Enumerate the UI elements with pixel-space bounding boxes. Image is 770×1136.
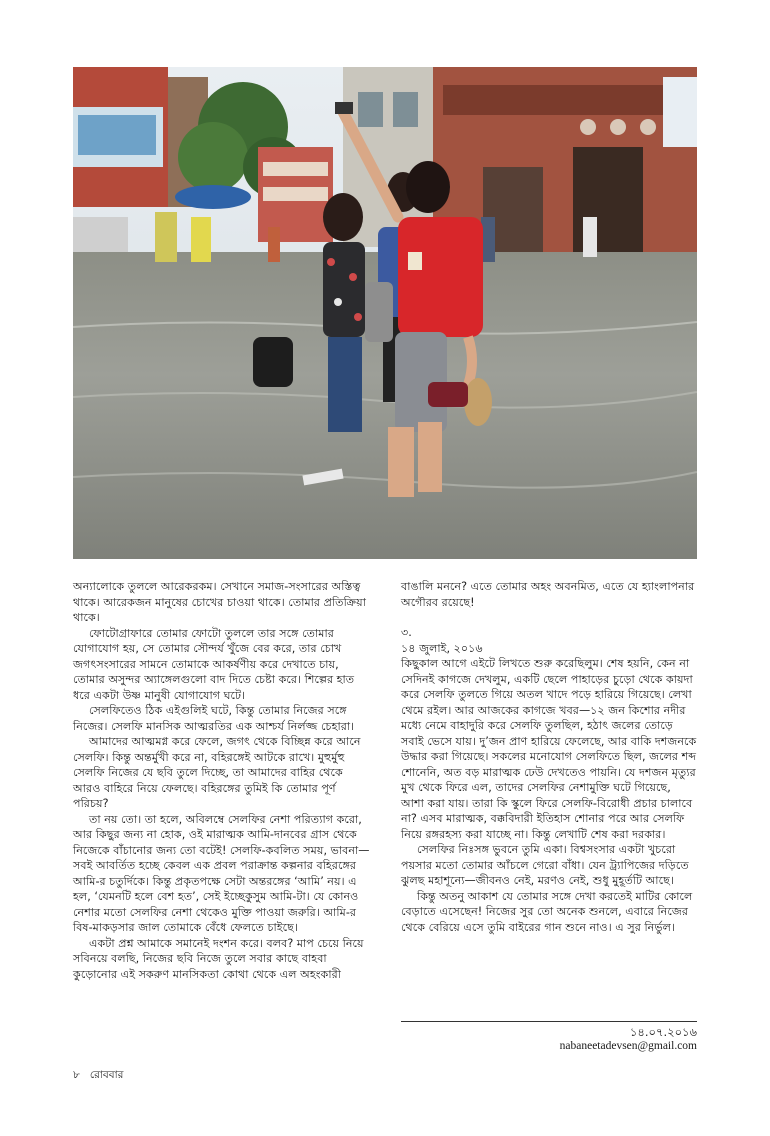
section-date: ১৪ জুলাই, ২০১৬ bbox=[401, 641, 483, 655]
article-right-column bbox=[401, 579, 697, 935]
article-left-column bbox=[73, 579, 373, 982]
flooded-street-selfie-photo bbox=[73, 67, 697, 559]
section-number: ৩. bbox=[401, 626, 412, 639]
paragraph: আমাদের আত্মমগ্ন করে ফেলে, জগৎ থেকে বিচ্ছিন্ন করে আনে সেলফি। কিন্তু অন্তর্মুখী করে না, বহিরঙ্গেই আটকে রাখে। মুহুর্মুহু সেলফি নিজের যে ছবি তুলে দিচ্ছে, তা আমাদের বাহির থেকে আরও বাহিরে নিয়ে ফেলছে। বহিরঙ্গের তুমিই কি তোমার পূর্ণ পরিচয়? bbox=[73, 735, 361, 810]
photo-illustration bbox=[73, 67, 697, 559]
paragraph: একটা প্রশ্ন আমাকে সমানেই দংশন করে। বলব? মাপ চেয়ে নিয়ে সবিনয়ে বলছি, নিজের ছবি নিজে তুলে সবার কাছে বাহবা কুড়োনোর এই সকরুণ মানসিকতা কোথা থেকে এল অহংকারী bbox=[73, 936, 364, 981]
paragraph: ফোটোগ্রাফারে তোমার ফোটো তুললে তার সঙ্গে তোমার যোগাযোগ হয়, সে তোমার সৌন্দর্য খুঁজে বের করে, তার চোখ জগৎসংসারের সামনে তোমাকে আকর্ষণীয় করে দেখাতে চায়, তোমার অসুন্দর অ্যাঙ্গেলগুলো বাদ দিতে চেষ্টা করে। শিল্পের হাত ধরে একটা উষ্ণ মানুষী যোগাযোগ ঘটে। bbox=[73, 626, 355, 702]
paragraph: কিছুকাল আগে এইটে লিখতে শুরু করেছিলুম। শেষ হয়নি, কেন না সেদিনই কাগজে দেখলুম, একটি ছেলে পাহাড়ের চুড়ো থেকে কায়দা করে সেলফি তুলতে গিয়ে অতল খাদে পড়ে হারিয়ে গিয়েছে। লেখা থেমে রইল। আর আজকের কাগজে খবর—১২ জন কিশোর নদীর মধ্যে নেমে বাহাদুরি করে সেলফি তুলছিল, হঠাৎ জলের তোড়ে সবাই ভেসে যায়। দু’জন প্রাণ হারিয়ে ফেলেছে, আর বাকি দশজনকে উদ্ধার করা গিয়েছে। সকলের মনোযোগ সেলফিতে ছিল, জলের শব্দ শোনেনি, অত বড় মারাত্মক ঢেউ দেখতেও পায়নি। যে দশজন মৃত্যুর মুখ থেকে ফিরে এল, তাদের সেলফির নেশামুক্তি ঘটে গিয়েছে, আশা করা যায়। তারা কি স্কুলে ফিরে সেলফি-বিরোধী প্রচার চালাবে না? এসব মারাত্মক, বক্কবিদারী ইতিহাস শোনার পরে আর সেলফি নিয়ে রঙ্গরহস্য করা যাচ্ছে না। কিন্তু লেখাটি শেষ করা দরকার। bbox=[401, 657, 697, 841]
paragraph: বাঙালি মননে? এতে তোমার অহং অবনমিত, এতে যে হ্যাংলাপনার অগৌরব রয়েছে! bbox=[401, 580, 695, 609]
signature-divider bbox=[401, 1021, 697, 1022]
publication-name: রোববার bbox=[89, 1069, 124, 1081]
paragraph: সেলফিতেও ঠিক এইগুলিই ঘটে, কিন্তু তোমার নিজের সঙ্গে নিজের। সেলফি মানসিক আত্মরতির এক আশ্চর্য নির্লজ্জ চেহারা। bbox=[73, 704, 355, 733]
author-email: nabaneetadevsen@gmail.com bbox=[559, 1040, 697, 1052]
paragraph: অন্যালোকে তুললে আরেকরকম। সেখানে সমাজ-সংসারের অস্তিত্ব থাকে। আরেকজন মানুষের চোখের চাওয়া থাকে। তোমার প্রতিক্রিয়া থাকে। bbox=[73, 580, 366, 624]
signature-date: ১৪.০৭.২০১৬ bbox=[629, 1025, 697, 1039]
page-footer bbox=[73, 1068, 123, 1085]
paragraph: সেলফির নিঃসঙ্গ ভুবনে তুমি একা। বিশ্বসংসার একটা খুচরো পয়সার মতো তোমার আঁচলে গেরো বাঁধা। যেন ট্র্যাপিজের দড়িতে ঝুলছ মহাশূন্যে—জীবনও নেই, মরণও নেই, শুধু মুহূর্তটি আছে। bbox=[401, 843, 689, 887]
page-number: ৮ bbox=[73, 1069, 80, 1081]
paragraph: তা নয় তো। তা হলে, অবিলম্বে সেলফির নেশা পরিত্যাগ করো, আর কিছুর জন্য না হোক, ওই মারাত্মক আমি-দানবের গ্রাস থেকে নিজেকে বাঁচানোর জন্য তো বটেই! সেলফি-কবলিত সময়, ভাবনা—সবই আবর্তিত হচ্ছে কেবল এক প্রবল পরাক্রান্ত কল্পনার বহিরঙ্গের আমি-র চতুর্দিকে। কিন্তু প্রকৃতপক্ষে সেটা অন্তরঙ্গের ‘আমি’ নয়। এ হল, ‘যেমনটি হলে বেশ হত’, সেই ইচ্ছেকুসুম আমি-টা। যে কোনও নেশার মতো সেলফির নেশা থেকেও মুক্তি পাওয়া জরুরি। আমি-র বিষ-মাকড়সার জাল তোমাকে বেঁধে ফেলতে চাইছে। bbox=[73, 812, 370, 934]
paragraph: কিন্তু অতনু আকাশ যে তোমার সঙ্গে দেখা করতেই মাটির কোলে বেড়াতে এসেছেন! নিজের সুর তো অনেক শুনলে, এবারে নিজের থেকে বেরিয়ে এসে তুমি বাইরের গান শুনে নাও। এ সুর নির্ভুল। bbox=[401, 889, 693, 934]
